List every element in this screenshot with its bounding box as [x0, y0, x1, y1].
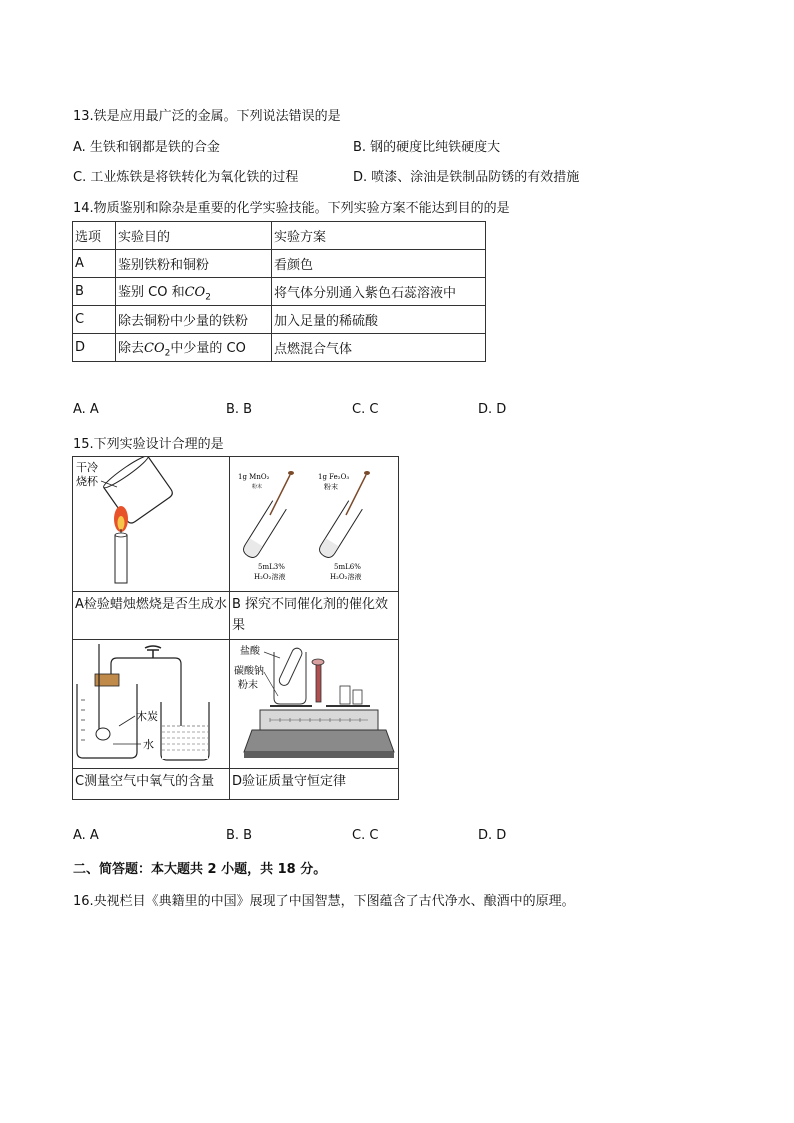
tube-label-right-bottom: 5mL6%: [334, 563, 361, 571]
table-row: [73, 334, 486, 362]
formula-co2: CO: [184, 284, 206, 300]
clamp-icon: [145, 646, 161, 658]
row-plan: 点燃混合气体: [272, 334, 486, 362]
figure-b: [230, 457, 399, 592]
row-option: C: [73, 306, 116, 334]
balance-pointer-icon: [316, 662, 321, 702]
balance-illustration: [230, 640, 398, 764]
q16-stem: 16.央视栏目《典籍里的中国》展现了中国智慧，下图蕴含了古代净水、酿酒中的原理。: [73, 894, 575, 909]
row-plan: 将气体分别通入紫色石蕊溶液中: [272, 278, 486, 306]
q14-answer-b: B. B: [226, 402, 253, 417]
candle-beaker-illustration: [73, 457, 229, 587]
q15-figure-table: [72, 456, 399, 800]
row-goal: [116, 334, 272, 362]
tube-label-left-top: 1g MnO₂: [238, 473, 270, 481]
header-plan: 实验方案: [272, 222, 486, 250]
caption-c-cell: [73, 769, 230, 800]
candle-icon: [115, 535, 127, 583]
q15-stem: 15.下列实验设计合理的是: [73, 437, 224, 452]
tube-label-left-bottom2: H₂O₂溶液: [254, 573, 286, 581]
label-hcl: 盐酸: [240, 646, 260, 657]
caption-a: A检验蜡烛燃烧是否生成水: [75, 597, 227, 612]
caption-c: C测量空气中氧气的含量: [75, 774, 215, 789]
q14-table: [72, 221, 486, 362]
caption-b-cell: [230, 592, 399, 640]
test-tubes-illustration: [230, 457, 398, 587]
caption-b: B 探究不同催化剂的催化效果: [232, 597, 389, 633]
goal-text: 除去: [118, 340, 145, 356]
q13-option-d: D. 喷漆、涂油是铁制品防锈的有效措施: [353, 170, 580, 185]
row-option: D: [73, 334, 116, 362]
q15-answer-c: C. C: [352, 828, 379, 843]
caption-d: D验证质量守恒定律: [232, 774, 347, 789]
q13-stem: 13.铁是应用最广泛的金属。下列说法错误的是: [73, 109, 341, 124]
goal-text-post: 中少量的 CO: [170, 340, 246, 356]
row-goal: 鉴别铁粉和铜粉: [116, 250, 272, 278]
spoon-icon: [270, 475, 290, 515]
tube-label-right-bottom2: H₂O₂溶液: [330, 573, 362, 581]
tube-label-right-top: 1g Fe₂O₃: [318, 473, 350, 481]
formula-sub: 2: [164, 348, 171, 359]
q15-answer-a: A. A: [73, 828, 99, 843]
flask-icon: [77, 684, 137, 758]
q14-answer-c: C. C: [352, 402, 379, 417]
caption-d-cell: [230, 769, 399, 800]
figure-a: [73, 457, 230, 592]
table-row: [73, 306, 486, 334]
q13-option-a: A. 生铁和钢都是铁的合金: [73, 140, 220, 155]
row-goal: 除去铜粉中少量的铁粉: [116, 306, 272, 334]
oxygen-apparatus-illustration: [73, 640, 229, 764]
table-row: [73, 278, 486, 306]
row-plan: 加入足量的稀硫酸: [272, 306, 486, 334]
spoon-icon: [346, 475, 366, 515]
table-row: [73, 250, 486, 278]
beaker-label-2: 烧杯: [76, 475, 98, 488]
label-charcoal: 木炭: [136, 710, 158, 723]
figure-d: [230, 640, 399, 769]
label-na2co3: 碳酸钠: [234, 666, 264, 677]
table-header-row: [73, 222, 486, 250]
q13-option-c: C. 工业炼铁是将铁转化为氧化铁的过程: [73, 170, 299, 185]
row-option: B: [73, 278, 116, 306]
label-powder: 粉末: [238, 680, 258, 691]
figure-c: [73, 640, 230, 769]
caption-a-cell: [73, 592, 230, 640]
q15-answer-d: D. D: [478, 828, 507, 843]
goal-text: 鉴别 CO 和: [118, 284, 185, 300]
label-water: 水: [143, 738, 154, 751]
q14-stem: 14.物质鉴别和除杂是重要的化学实验技能。下列实验方案不能达到目的的是: [73, 201, 510, 216]
q14-answer-d: D. D: [478, 402, 507, 417]
header-option: 选项: [73, 222, 116, 250]
formula-sub: 2: [205, 292, 211, 303]
beaker-label-1: 干冷: [76, 461, 98, 474]
tube-label-right-top2: 粉末: [324, 483, 338, 491]
q13-option-b: B. 钢的硬度比纯铁硬度大: [353, 140, 501, 155]
formula-co2: CO: [144, 340, 165, 356]
header-goal: 实验目的: [116, 222, 272, 250]
weight-icon: [340, 686, 350, 704]
q14-answer-a: A. A: [73, 402, 99, 417]
row-plan: 看颜色: [272, 250, 486, 278]
row-option: A: [73, 250, 116, 278]
q15-answer-b: B. B: [226, 828, 253, 843]
tube-label-left-top2: 粉末: [252, 484, 263, 490]
row-goal: [116, 278, 272, 306]
tube-label-left-bottom: 5mL3%: [258, 563, 285, 571]
section-title: 二、简答题：本大题共 2 小题，共 18 分。: [73, 862, 327, 877]
